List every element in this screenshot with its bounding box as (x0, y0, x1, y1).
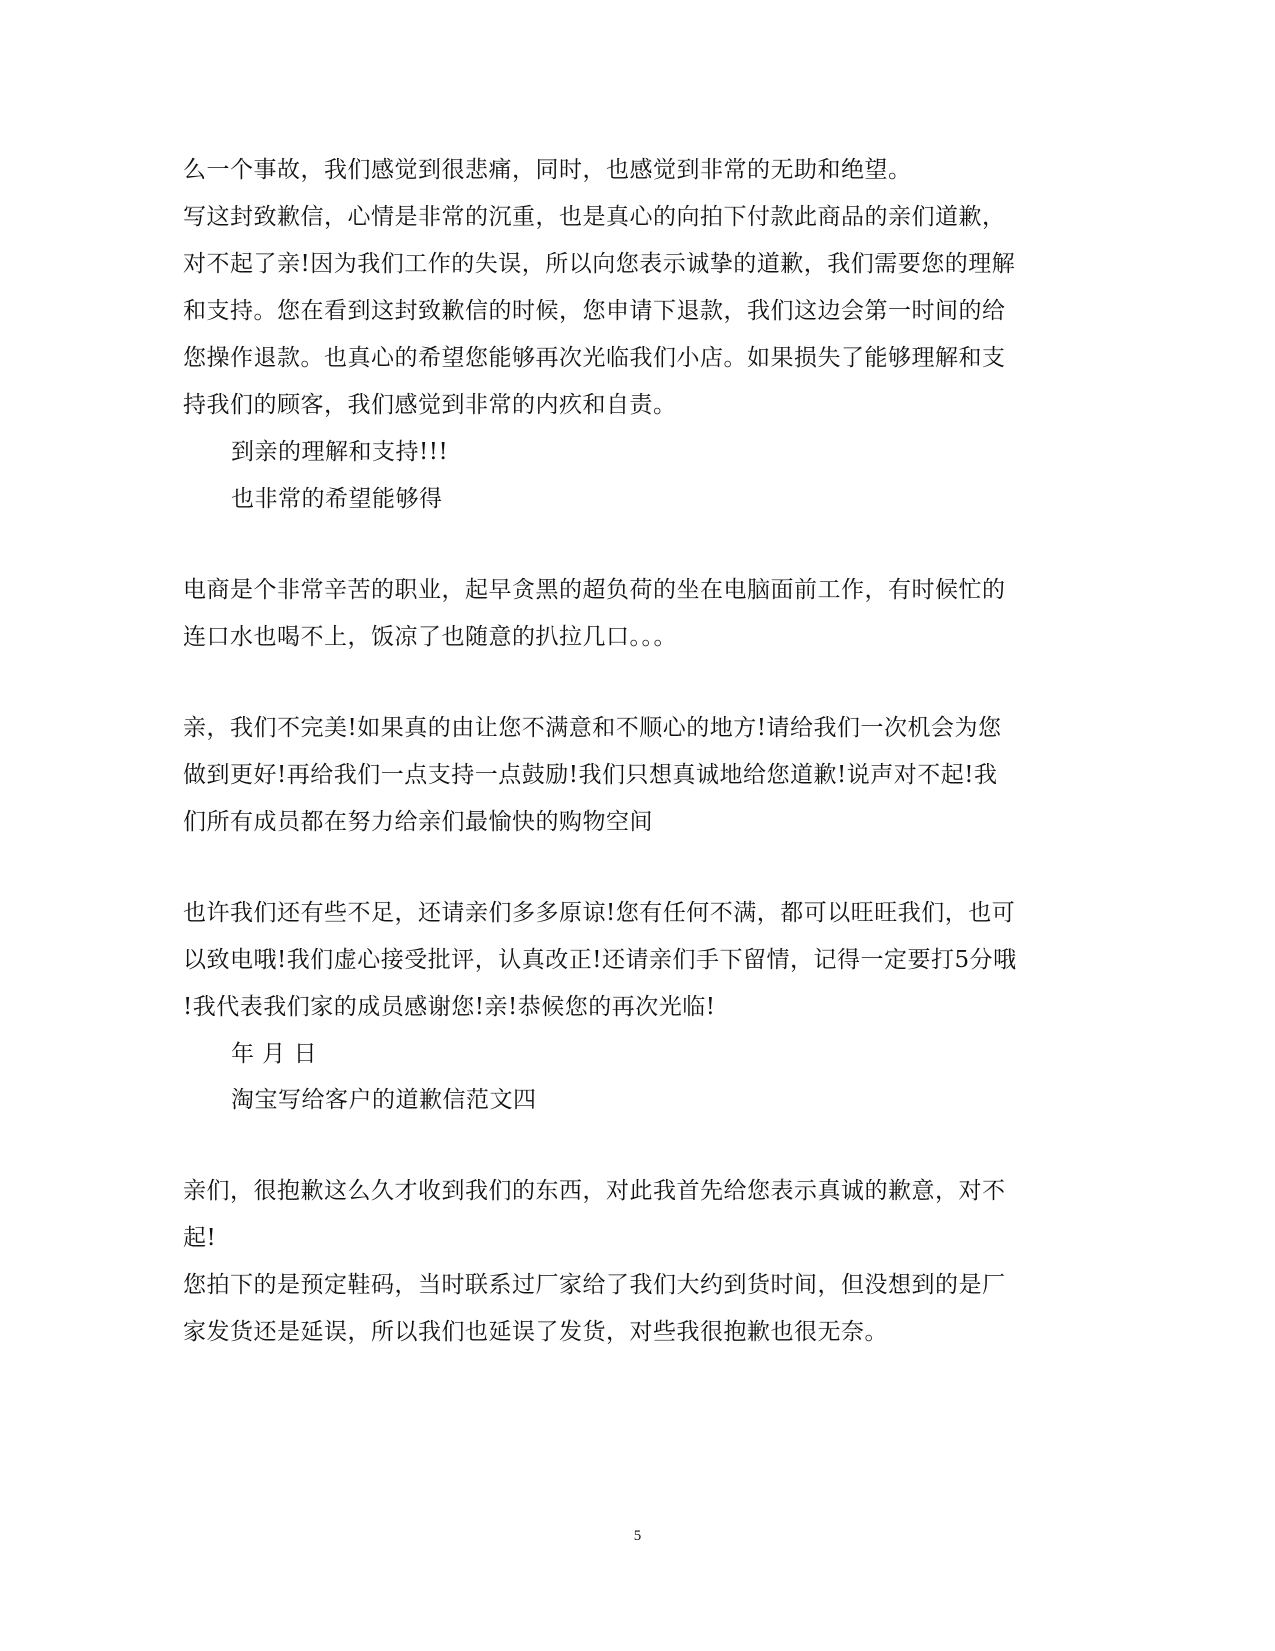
text-line: 持我们的顾客，我们感觉到非常的内疚和自责。 (183, 392, 677, 418)
text-line: 亲，我们不完美!如果真的由让您不满意和不顺心的地方!请给我们一次机会为您 (183, 715, 1002, 741)
text-line: 您拍下的是预定鞋码，当时联系过厂家给了我们大约到货时间，但没想到的是厂 (183, 1272, 1006, 1298)
text-line: !我代表我们家的成员感谢您!亲!恭候您的再次光临! (183, 994, 716, 1020)
text-line: 亲们，很抱歉这么久才收到我们的东西，对此我首先给您表示真诚的歉意，对不 (183, 1178, 1006, 1204)
text-line: 以致电哦!我们虚心接受批评，认真改正!还请亲们手下留情，记得一定要打5分哦 (183, 947, 1017, 973)
text-line: 们所有成员都在努力给亲们最愉快的购物空间 (183, 809, 653, 835)
text-line: 和支持。您在看到这封致歉信的时候，您申请下退款，我们这边会第一时间的给 (183, 298, 1006, 324)
text-line: 对不起了亲!因为我们工作的失误，所以向您表示诚挚的道歉，我们需要您的理解 (183, 251, 1016, 277)
text-line: 起! (183, 1225, 217, 1251)
page-number: 5 (633, 1528, 642, 1544)
text-line: 电商是个非常辛苦的职业，起早贪黑的超负荷的坐在电脑面前工作，有时候忙的 (183, 577, 1006, 603)
text-line: 也非常的希望能够得 (231, 486, 443, 512)
text-line: 做到更好!再给我们一点支持一点鼓励!我们只想真诚地给您道歉!说声对不起!我 (183, 762, 998, 788)
text-line: 年 月 日 (231, 1041, 318, 1067)
text-line: 到亲的理解和支持!!! (231, 439, 449, 465)
text-line: 连口水也喝不上，饭凉了也随意的扒拉几口。。。 (183, 624, 677, 650)
text-line: 也许我们还有些不足，还请亲们多多原谅!您有任何不满，都可以旺旺我们，也可 (183, 900, 1016, 926)
text-line: 家发货还是延误，所以我们也延误了发货，对些我很抱歉也很无奈。 (183, 1319, 888, 1345)
text-line: 么一个事故，我们感觉到很悲痛，同时，也感觉到非常的无助和绝望。 (183, 157, 912, 183)
text-line: 淘宝写给客户的道歉信范文四 (231, 1087, 537, 1113)
text-line: 写这封致歉信，心情是非常的沉重，也是真心的向拍下付款此商品的亲们道歉， (183, 204, 1006, 230)
text-line: 您操作退款。也真心的希望您能够再次光临我们小店。如果损失了能够理解和支 (183, 345, 1006, 371)
